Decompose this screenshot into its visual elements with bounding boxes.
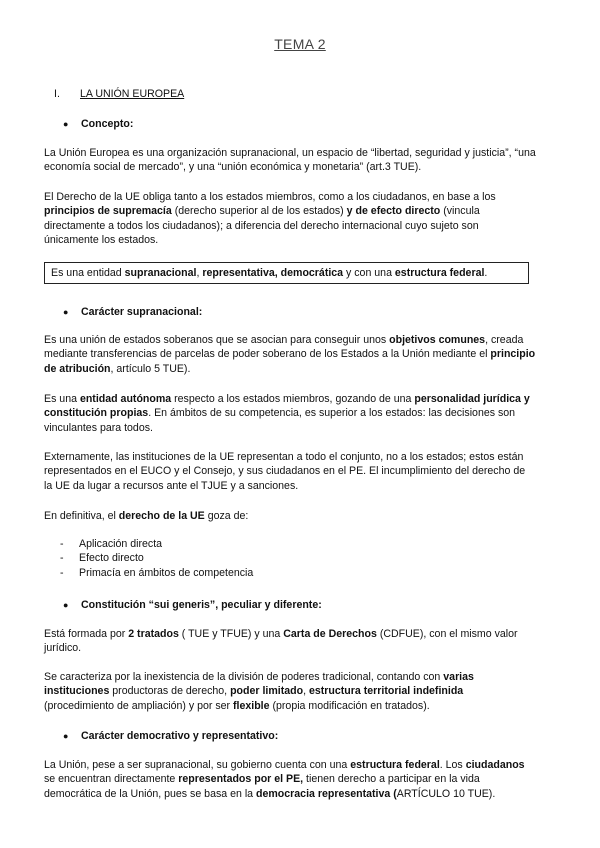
bullet-dot-icon: ● (63, 119, 69, 129)
paragraph-supranacional-3: Externamente, las instituciones de la UE representan a todo el conjunto, no a los estados; estos están representados en el EUCO y el Consejo, y sus ciudadanos en el PE. El incumplimiento del derecho de la UE da lugar a recursos ante el TJUE y a sanciones. (44, 451, 526, 492)
section-number: I. (54, 88, 60, 100)
bullet-dot-icon: ● (63, 600, 69, 610)
paragraph-constitucion-2: Se caracteriza por la inexistencia de la división de poderes tradicional, contando con varias instituciones productoras de derecho, poder limitado, estructura territorial indefinida (procedimiento de ampliación) y por ser flexible (propia modificación en tratados). (44, 671, 474, 712)
bullet-concepto: ● Concepto: (63, 118, 134, 130)
list-item: - Primacía en ámbitos de competencia (60, 566, 254, 579)
bullet-dot-icon: ● (63, 731, 69, 741)
paragraph-concepto-1: La Unión Europea es una organización supranacional, un espacio de “libertad, seguridad y justicia”, “una economía social de mercado”, y una “unión económica y monetaria” (art.3 TUE). (44, 147, 536, 174)
page-title: TEMA 2 (274, 36, 326, 52)
bullet-democratico: ● Carácter democrativo y representativo: (63, 730, 279, 742)
dash-list (44, 537, 253, 580)
bullet-dot-icon: ● (63, 307, 69, 317)
paragraph-constitucion-1: Está formada por 2 tratados ( TUE y TFUE) y una Carta de Derechos (CDFUE), con el mismo valor jurídico. (44, 628, 518, 655)
list-item: - Efecto directo (60, 552, 144, 565)
summary-box: Es una entidad supranacional, representativa, democrática y con una estructura federal. (44, 262, 529, 284)
paragraph-supranacional-2: Es una entidad autónoma respecto a los estados miembros, gozando de una personalidad jurídica y constitución propias. En ámbitos de su competencia, es superior a los estados: las decisiones son vinculantes para todos. (44, 393, 530, 434)
paragraph-supranacional-1: Es una unión de estados soberanos que se asocian para conseguir unos objetivos comunes, creada mediante transferencias de parcelas de poder soberano de los Estados a la Unión mediante el principio de atribución, artículo 5 TUE). (44, 334, 536, 375)
section-label: LA UNIÓN EUROPEA (80, 88, 185, 100)
paragraph-supranacional-4: En definitiva, el derecho de la UE goza de: (44, 510, 249, 522)
paragraph-democratico-1: La Unión, pese a ser supranacional, su gobierno cuenta con una estructura federal. Los ciudadanos se encuentran directamente representados por el PE, tienen derecho a participar en la vida democrática de la Unión, pues se basa en la democracia representativa (ARTÍCULO 10 TUE). (44, 759, 525, 800)
list-item: - Aplicación directa (60, 538, 163, 550)
bullet-constitucion: ● Constitución “sui generis”, peculiar y diferente: (63, 599, 322, 611)
section-heading (54, 87, 184, 101)
paragraph-concepto-2: El Derecho de la UE obliga tanto a los estados miembros, como a los ciudadanos, en base a los principios de supremacía (derecho superior al de los estados) y de efecto directo (vincula directamente a todos los ciudadanos); a diferencia del derecho internacional cuyo sujeto son únicamente los estados. (44, 191, 496, 247)
bullet-supranacional: ● Carácter supranacional: (63, 306, 203, 318)
